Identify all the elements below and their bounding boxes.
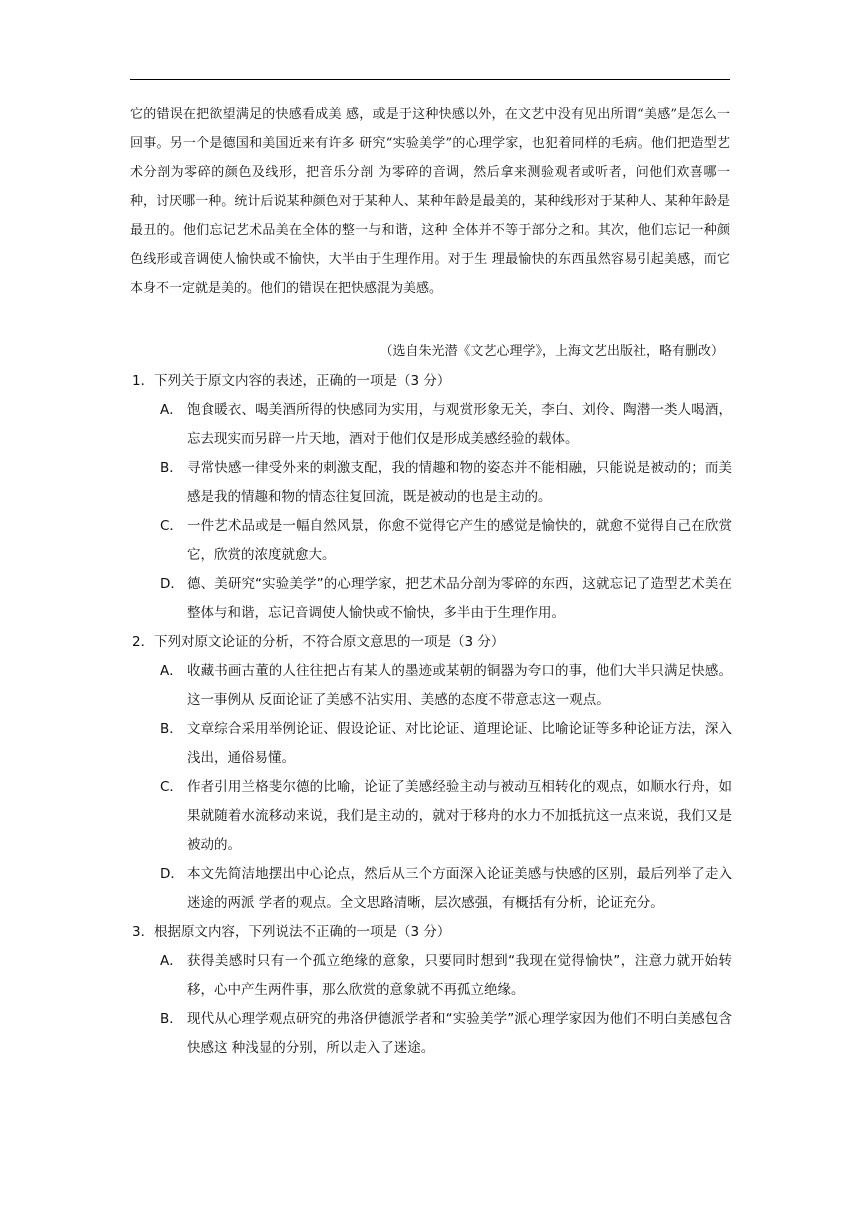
question-text: 下列关于原文内容的表述，正确的一项是（3 分） bbox=[154, 373, 451, 389]
option-text: 饱食暖衣、喝美酒所得的快感同为实用，与观赏形象无关，李白、刘伶、陶潜一类人喝酒，忘去现实而另辟一片天地，酒对于他们仅是形成美感经验的载体。 bbox=[187, 402, 732, 447]
option-d[interactable] bbox=[132, 860, 732, 918]
option-c[interactable] bbox=[132, 773, 732, 860]
option-label: A． bbox=[160, 953, 183, 969]
option-text: 一件艺术品或是一幅自然风景，你愈不觉得它产生的感觉是愉快的，就愈不觉得自己在欣赏它，欣赏的浓度就愈大。 bbox=[187, 518, 732, 563]
question-stem bbox=[132, 628, 732, 657]
option-label: B． bbox=[160, 721, 183, 737]
question-2 bbox=[132, 628, 732, 918]
option-text: 文章综合采用举例论证、假设论证、对比论证、道理论证、比喻论证等多种论证方法，深入浅出，通俗易懂。 bbox=[187, 721, 732, 766]
option-a[interactable] bbox=[132, 657, 732, 715]
option-b[interactable] bbox=[132, 715, 732, 773]
header-rule bbox=[130, 79, 730, 80]
option-label: D． bbox=[160, 576, 184, 592]
option-label: C． bbox=[160, 518, 183, 534]
option-text: 本文先简洁地摆出中心论点，然后从三个方面深入论证美感与快感的区别，最后列举了走入迷途的两派 学者的观点。全文思路清晰，层次感强，有概括有分析，论证充分。 bbox=[187, 866, 732, 911]
source-citation: （选自朱光潜《文艺心理学》，上海文艺出版社，略有删改） bbox=[379, 344, 724, 359]
question-text: 下列对原文论证的分析，不符合原文意思的一项是（3 分） bbox=[154, 634, 505, 650]
option-label: B． bbox=[160, 460, 183, 476]
option-label: C． bbox=[160, 779, 183, 795]
question-stem bbox=[132, 367, 732, 396]
question-list bbox=[132, 367, 732, 1063]
option-text: 德、美研究“实验美学”的心理学家，把艺术品分剖为零碎的东西，这就忘记了造型艺术美在整体与和谐，忘记音调使人愉快或不愉快，多半由于生理作用。 bbox=[187, 576, 732, 621]
option-label: A． bbox=[160, 663, 183, 679]
option-text: 现代从心理学观点研究的弗洛伊德派学者和“实验美学”派心理学家因为他们不明白美感包含快感这 种浅显的分别，所以走入了迷途。 bbox=[187, 1011, 732, 1056]
question-number: 3． bbox=[132, 924, 155, 940]
option-text: 作者引用兰格斐尔德的比喻，论证了美感经验主动与被动互相转化的观点，如顺水行舟，如果就随着水流移动来说，我们是主动的，就对于移舟的水力不加抵抗这一点来说，我们又是被动的。 bbox=[187, 779, 732, 853]
passage-text: 它的错误在把欲望满足的快感看成美 感，或是于这种快感以外，在文艺中没有见出所谓“美感”是怎么一回事。另一个是德国和美国近来有许多 研究“实验美学”的心理学家，也犯着同样的毛病。他们把造型艺术分剖为零碎的颜色及线形，把音乐分剖 为零碎的音调，然后拿来测验观者或听者，问他们欢喜哪一种，讨厌哪一种。统计后说某种颜色对于某种人、某种年龄是最美的，某种线形对于某种人、某种年龄是最丑的。他们忘记艺术品美在全体的整一与和谐，这种 全体并不等于部分之和。其次，他们忘记一种颜色线形或音调使人愉快或不愉快，大半由于生理作用。对于生 理最愉快的东西虽然容易引起美感，而它本身不一定就是美的。他们的错误在把快感混为美感。 bbox=[130, 107, 730, 296]
option-b[interactable] bbox=[132, 1005, 732, 1063]
option-a[interactable] bbox=[132, 947, 732, 1005]
option-b[interactable] bbox=[132, 454, 732, 512]
option-c[interactable] bbox=[132, 512, 732, 570]
option-a[interactable] bbox=[132, 396, 732, 454]
question-text: 根据原文内容，下列说法不正确的一项是（3 分） bbox=[154, 924, 451, 940]
option-label: A． bbox=[160, 402, 183, 418]
option-label: D． bbox=[160, 866, 184, 882]
option-text: 寻常快感一律受外来的刺激支配，我的情趣和物的姿态并不能相融，只能说是被动的；而美感是我的情趣和物的情态往复回流，既是被动的也是主动的。 bbox=[187, 460, 732, 505]
option-text: 收藏书画古董的人往往把占有某人的墨迹或某朝的铜器为夸口的事，他们大半只满足快感。这一事例从 反面论证了美感不沾实用、美感的态度不带意志这一观点。 bbox=[187, 663, 732, 708]
question-3 bbox=[132, 918, 732, 1063]
question-number: 2． bbox=[132, 634, 155, 650]
question-1 bbox=[132, 367, 732, 628]
question-number: 1． bbox=[132, 373, 155, 389]
option-d[interactable] bbox=[132, 570, 732, 628]
question-stem bbox=[132, 918, 732, 947]
option-text: 获得美感时只有一个孤立绝缘的意象，只要同时想到“我现在觉得愉快”，注意力就开始转移，心中产生两件事，那么欣赏的意象就不再孤立绝缘。 bbox=[187, 953, 732, 998]
option-label: B． bbox=[160, 1011, 183, 1027]
